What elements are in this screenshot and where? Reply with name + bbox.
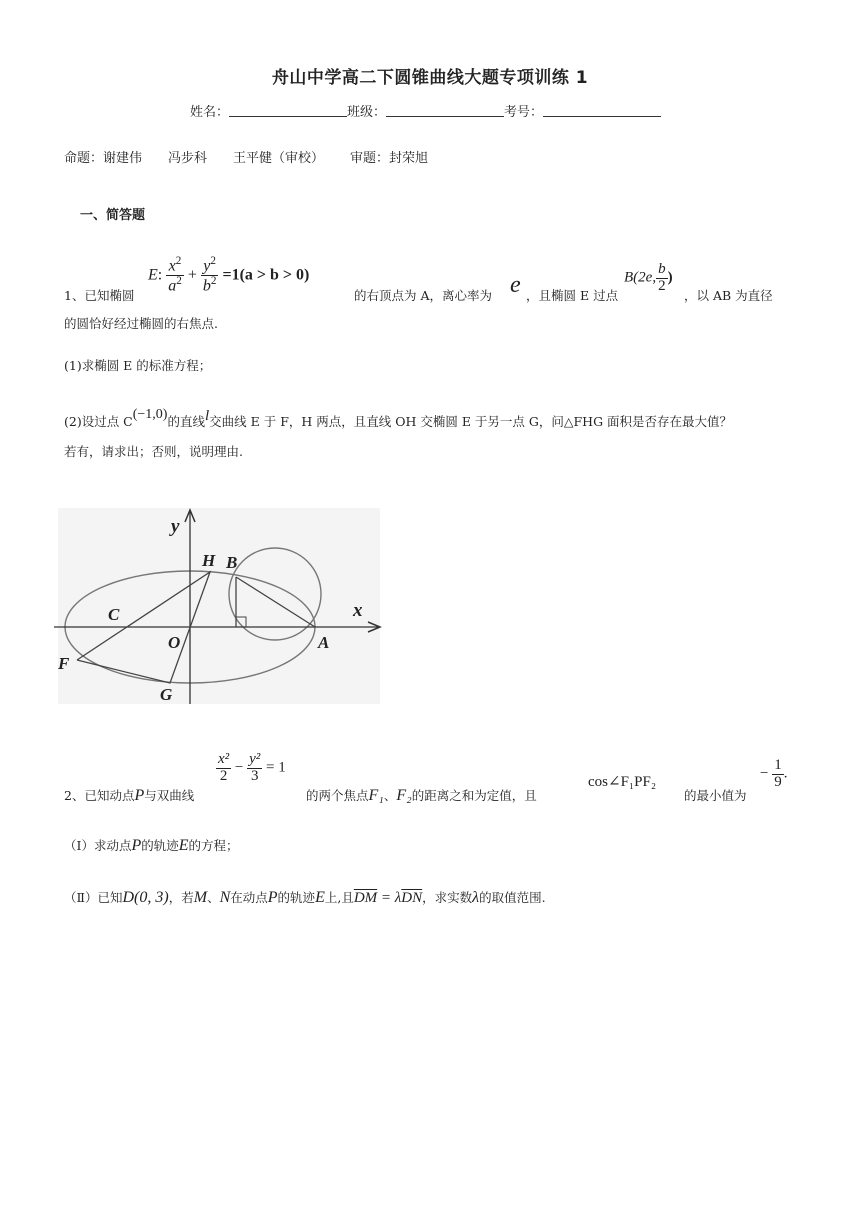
section-title: 一、简答题: [80, 208, 146, 223]
label-a: A: [318, 633, 330, 652]
q2-part2: （Ⅱ）已知D(0, 3)，若M、N在动点P的轨迹E上,且$\overline{DM} = \lambda\overline{DN}$，求实数λ的取值范围.: [64, 889, 546, 906]
label-c: C: [108, 605, 120, 624]
q1-part2: (2)设过点 C(−1,0)的直线l交曲线 E 于 F，H 两点，且直线 OH 交椭圆 E 于另一点 G，问△FHG 面积是否存在最大值？: [64, 407, 733, 429]
figure-background: [58, 508, 380, 704]
student-info-fields: [190, 101, 661, 120]
q1-intro: 1、已知椭圆: [64, 288, 135, 303]
q2-foci-text: 的两个焦点F₁、F₂的距离之和为定值，且: [306, 787, 537, 804]
reviewer: 王平健（审校）: [233, 151, 325, 166]
q1-text-mid2: ，且椭圆 E 过点: [526, 288, 619, 303]
authors-line: [64, 147, 428, 166]
id-label: 考号：: [504, 105, 544, 120]
q2-min-text: 的最小值为: [684, 788, 747, 803]
q1-part1: (1)求椭圆 E 的标准方程；: [64, 358, 212, 373]
q1-eccentricity-symbol: e: [510, 272, 521, 298]
ellipse-figure: [50, 500, 390, 710]
name-label: 姓名：: [190, 105, 230, 120]
q1-line2: 的圆恰好经过椭圆的右焦点.: [64, 316, 218, 331]
author-2: 冯步科: [168, 151, 208, 166]
name-blank[interactable]: [229, 104, 347, 117]
q2-part1: （Ⅰ）求动点P的轨迹E的方程；: [64, 837, 239, 854]
q1-text-mid1: 的右顶点为 A，离心率为: [354, 288, 493, 303]
q1-ellipse-equation: E: $\frac{x^2}{a^2}$ + $\frac{y^2}{b^2}$ =1(a > b > 0): [148, 255, 310, 295]
q2-min-value: − $\frac{1}{9}$ .: [760, 757, 788, 790]
class-label: 班级：: [347, 105, 387, 120]
q1-point-c: (−1,0): [132, 407, 168, 422]
label-b: B: [226, 553, 238, 572]
q2-hyperbola-equation: $\frac{\text{x²}}{2}$ − $\frac{\text{y²}}{3}$ = 1: [218, 751, 286, 784]
q1-point-b: B(2e, $\frac{b}{2}$ ): [624, 261, 673, 294]
class-blank[interactable]: [386, 104, 504, 117]
label-y: y: [171, 516, 180, 537]
vector-dm: $\overline{DM}$: [353, 890, 378, 906]
vector-dn: $\overline{DN}$: [401, 890, 423, 906]
q1-part2-line2: 若有，请求出；否则，说明理由.: [64, 444, 243, 459]
label-x: x: [353, 600, 363, 621]
label-f: F: [58, 654, 70, 673]
q1-text-end1: ，以 AB 为直径: [684, 288, 773, 303]
q2-cos-expression: cos∠F₁PF₂: [588, 774, 657, 790]
label-o: O: [168, 633, 181, 652]
q1-line-l: l: [205, 408, 210, 424]
label-h: H: [202, 551, 216, 570]
auditor: 审题：封荣旭: [350, 151, 429, 166]
q2-intro: 2、已知动点P与双曲线: [64, 787, 195, 804]
page-title: 舟山中学高二下圆锥曲线大题专项训练 1: [271, 68, 589, 88]
proposer: 命题：谢建伟: [64, 151, 143, 166]
id-blank[interactable]: [543, 104, 661, 117]
label-g: G: [160, 685, 173, 704]
